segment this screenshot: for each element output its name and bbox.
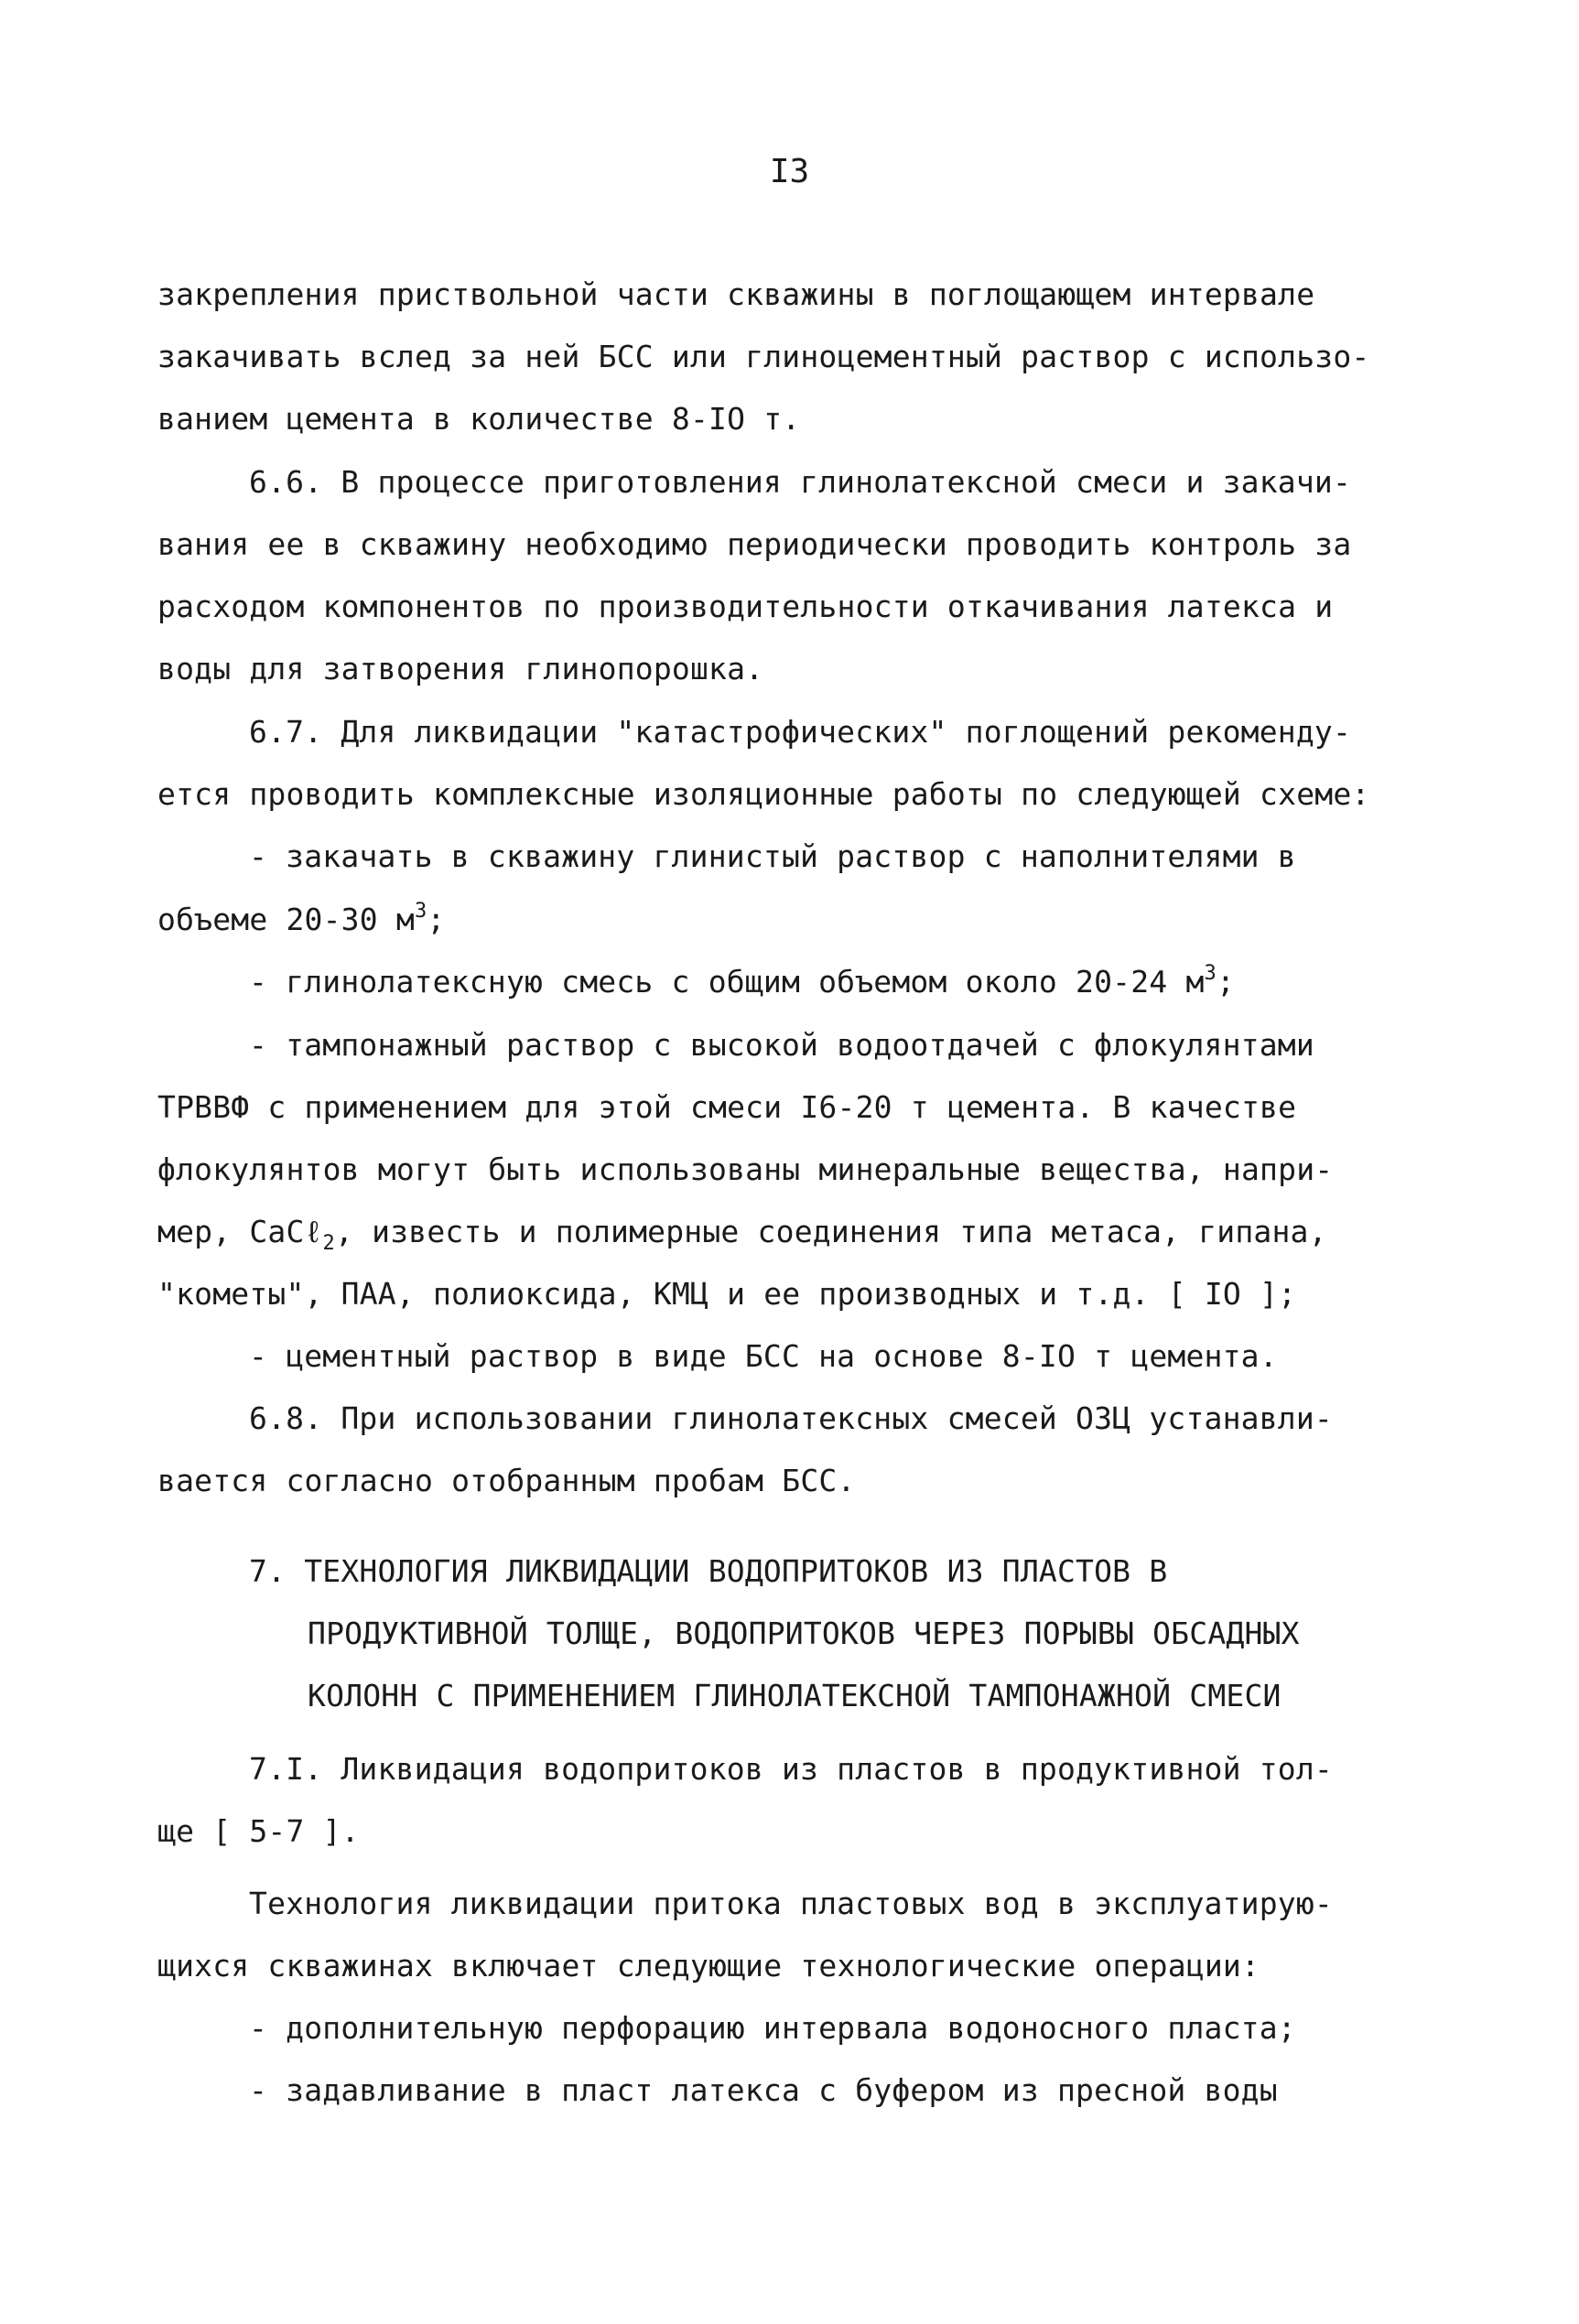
text-line: вается согласно отобранным пробам БСС. bbox=[157, 1463, 856, 1498]
list-item: - тампонажный раствор с высокой водоотдачей с флокулянтами bbox=[249, 1027, 1314, 1063]
text-line: щихся скважинах включает следующие технологические операции: bbox=[157, 1948, 1260, 1984]
paragraph-6-6-start: 6.6. В процессе приготовления глинолатексной смеси и закачи- bbox=[249, 464, 1352, 500]
list-item: - закачать в скважину глинистый раствор с наполнителями в bbox=[249, 838, 1296, 874]
text-line: воды для затворения глинопорошка. bbox=[157, 651, 764, 686]
paragraph-6-7-start: 6.7. Для ликвидации "катастрофических" поглощений рекоменду- bbox=[249, 714, 1352, 750]
section-heading: 7. ТЕХНОЛОГИЯ ЛИКВИДАЦИИ ВОДОПРИТОКОВ ИЗ ПЛАСТОВ В bbox=[249, 1553, 1168, 1589]
text-line: ТРВВФ с применением для этой смеси I6-20 т цемента. В качестве bbox=[157, 1089, 1297, 1125]
text-line: ванием цемента в количестве 8-IO т. bbox=[157, 401, 801, 437]
text-line-with-subscript bbox=[157, 1214, 1327, 1255]
superscript: 3 bbox=[414, 900, 427, 923]
superscript: 3 bbox=[1204, 962, 1217, 985]
text-line: ется проводить комплексные изоляционные работы по следующей схеме: bbox=[157, 776, 1370, 812]
paragraph-start: Технология ликвидации притока пластовых вод в эксплуатирую- bbox=[249, 1886, 1333, 1921]
text-fragment: ; bbox=[1216, 964, 1236, 1000]
text-line: флокулянтов могут быть использованы минеральные вещества, напри- bbox=[157, 1151, 1334, 1187]
text-line: ще [ 5-7 ]. bbox=[157, 1813, 360, 1849]
subscript: 2 bbox=[322, 1232, 335, 1255]
text-fragment: объеме 20-30 м bbox=[157, 902, 415, 937]
paragraph-6-8-start: 6.8. При использовании глинолатексных смесей ОЗЦ устанавли- bbox=[249, 1400, 1333, 1436]
text-line: закачивать вслед за ней БСС или глиноцементный раствор с использо- bbox=[157, 339, 1370, 374]
text-line: "кометы", ПАА, полиоксида, КМЦ и ее производных и т.д. [ IO ]; bbox=[157, 1276, 1297, 1312]
text-line: вания ее в скважину необходимо периодически проводить контроль за bbox=[157, 526, 1352, 562]
list-item: - цементный раствор в виде БСС на основе 8-IO т цемента. bbox=[249, 1338, 1278, 1374]
text-fragment: мер, CaCℓ bbox=[157, 1214, 323, 1249]
list-item: - задавливание в пласт латекса с буфером из пресной воды bbox=[249, 2072, 1278, 2108]
text-line: расходом компонентов по производительности откачивания латекса и bbox=[157, 589, 1334, 624]
text-line: закрепления приствольной части скважины в поглощающем интервале bbox=[157, 276, 1315, 312]
text-line-with-superscript bbox=[157, 902, 445, 938]
page-number: I3 bbox=[769, 153, 810, 190]
section-heading-line: ПРОДУКТИВНОЙ ТОЛЩЕ, ВОДОПРИТОКОВ ЧЕРЕЗ ПОРЫВЫ ОБСАДНЫХ bbox=[308, 1616, 1300, 1651]
section-heading-line: КОЛОНН С ПРИМЕНЕНИЕМ ГЛИНОЛАТЕКСНОЙ ТАМПОНАЖНОЙ СМЕСИ bbox=[308, 1678, 1282, 1713]
text-fragment: , известь и полимерные соединения типа метаса, гипана, bbox=[335, 1214, 1327, 1249]
paragraph-7-1-start: 7.I. Ликвидация водопритоков из пластов в продуктивной тол- bbox=[249, 1751, 1333, 1787]
text-fragment: ; bbox=[427, 902, 446, 937]
list-item-with-superscript bbox=[249, 964, 1235, 1000]
list-item: - дополнительную перфорацию интервала водоносного пласта; bbox=[249, 2010, 1296, 2046]
text-fragment: - глинолатексную смесь с общим объемом около 20-24 м bbox=[249, 964, 1205, 1000]
